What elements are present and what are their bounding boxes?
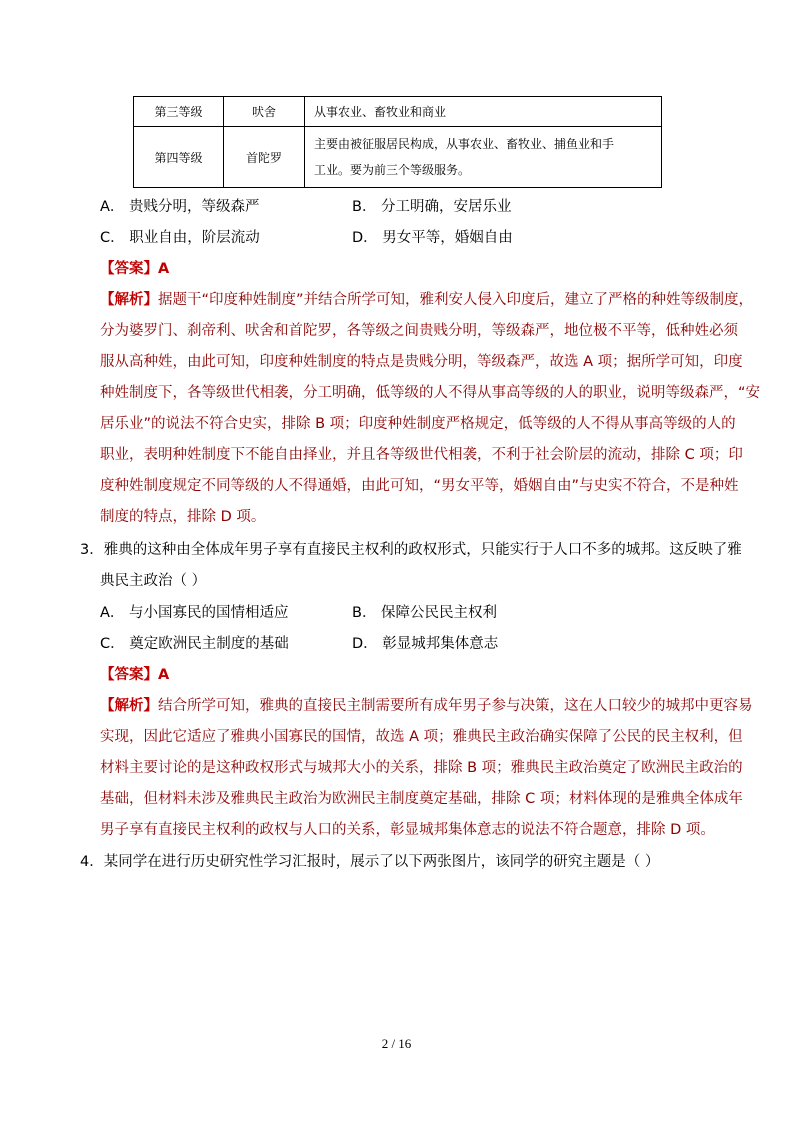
desc-line: 从事农业、畜牧业和商业 — [314, 104, 447, 119]
caste-table — [133, 96, 662, 188]
table-row — [134, 127, 662, 188]
answer-value: A — [158, 261, 170, 277]
q2-option-a: A． 贵贱分明，等级森严 — [100, 199, 260, 215]
page-number: 2 / 16 — [381, 1036, 412, 1051]
q3-stem-line: 典民主政治（ ） — [100, 573, 207, 589]
q3-explanation-line — [100, 696, 753, 716]
q3-option-d: D． 彰显城邦集体意志 — [352, 636, 499, 652]
table-row — [134, 97, 662, 127]
q3-option-b: B． 保障公民民主权利 — [352, 605, 498, 621]
explanation-tag: 【解析】 — [100, 292, 158, 308]
explanation-text: 结合所学可知，雅典的直接民主制需要所有成年男子参与决策，这在人口较少的城邦中更容易 — [158, 698, 753, 714]
q3-explanation-line: 材料主要讨论的是这种政权形式与城邦大小的关系，排除 B 项；雅典民主政治奠定了欧洲民主政治的 — [100, 760, 743, 776]
q3-explanation-line: 基础，但材料未涉及雅典民主政治为欧洲民主制度奠定基础，排除 C 项；材料体现的是雅典全体成年 — [100, 791, 743, 807]
q2-explanation-line: 制度的特点，排除 D 项。 — [100, 509, 266, 525]
q2-explanation-line: 职业，表明种姓制度下不能自由择业，并且各等级世代相袭，不利于社会阶层的流动，排除 C 项；印 — [100, 447, 743, 463]
q2-explanation-line: 种姓制度下，各等级世代相袭，分工明确，低等级的人不得从事高等级的人的职业，说明等级森严，“安 — [100, 385, 761, 401]
q3-stem-line: 3．雅典的这种由全体成年男子享有直接民主权利的政权形式，只能实行于人口不多的城邦。这反映了雅 — [80, 542, 742, 558]
desc-line: 主要由被征服居民构成，从事农业、畜牧业、捕鱼业和手 — [314, 137, 615, 151]
table-cell-level: 第四等级 — [134, 127, 224, 188]
q2-explanation-line: 居乐业”的说法不符合史实，排除 B 项；印度种姓制度严格规定，低等级的人不得从事高等级的人的 — [100, 416, 736, 432]
q2-explanation-line: 度种姓制度规定不同等级的人不得通婚，由此可知，“男女平等，婚姻自由”与史实不符合，不是种姓 — [100, 478, 739, 494]
table-cell-level: 第三等级 — [134, 97, 224, 127]
q3-option-a: A． 与小国寡民的国情相适应 — [100, 605, 289, 621]
q2-explanation-line — [100, 290, 753, 310]
q2-option-b: B． 分工明确，安居乐业 — [352, 199, 512, 215]
q2-answer — [100, 259, 169, 279]
q3-explanation-line: 男子享有直接民主权利的政权与人口的关系，彰显城邦集体意志的说法不符合题意，排除 D 项。 — [100, 822, 715, 838]
explanation-tag: 【解析】 — [100, 698, 158, 714]
answer-tag: 【答案】 — [100, 667, 158, 683]
explanation-text: 据题干“印度种姓制度”并结合所学可知，雅利安人侵入印度后，建立了严格的种姓等级制度， — [158, 292, 754, 308]
q3-explanation-line: 实现，因此它适应了雅典小国寡民的国情，故选 A 项；雅典民主政治确实保障了公民的民主权利，但 — [100, 729, 743, 745]
q2-option-d: D． 男女平等，婚姻自由 — [352, 230, 513, 246]
table-cell-desc — [305, 127, 662, 188]
q2-explanation-line: 分为婆罗门、刹帝利、吠舍和首陀罗，各等级之间贵贱分明，等级森严，地位极不平等，低种姓必须 — [100, 323, 738, 339]
answer-tag: 【答案】 — [100, 261, 158, 277]
q3-option-c: C． 奠定欧洲民主制度的基础 — [100, 636, 289, 652]
table-cell-name: 首陀罗 — [224, 127, 305, 188]
q2-explanation-line: 服从高种姓，由此可知，印度种姓制度的特点是贵贱分明，等级森严，故选 A 项；据所学可知，印度 — [100, 354, 743, 370]
desc-line: 工业。要为前三个等级服务。 — [314, 163, 471, 177]
answer-value: A — [158, 667, 170, 683]
table-cell-desc — [305, 97, 662, 127]
q3-answer — [100, 665, 169, 685]
table-cell-name: 吠舍 — [224, 97, 305, 127]
q2-option-c: C． 职业自由，阶层流动 — [100, 230, 260, 246]
q4-stem: 4．某同学在进行历史研究性学习汇报时，展示了以下两张图片，该同学的研究主题是（ ） — [80, 854, 660, 870]
